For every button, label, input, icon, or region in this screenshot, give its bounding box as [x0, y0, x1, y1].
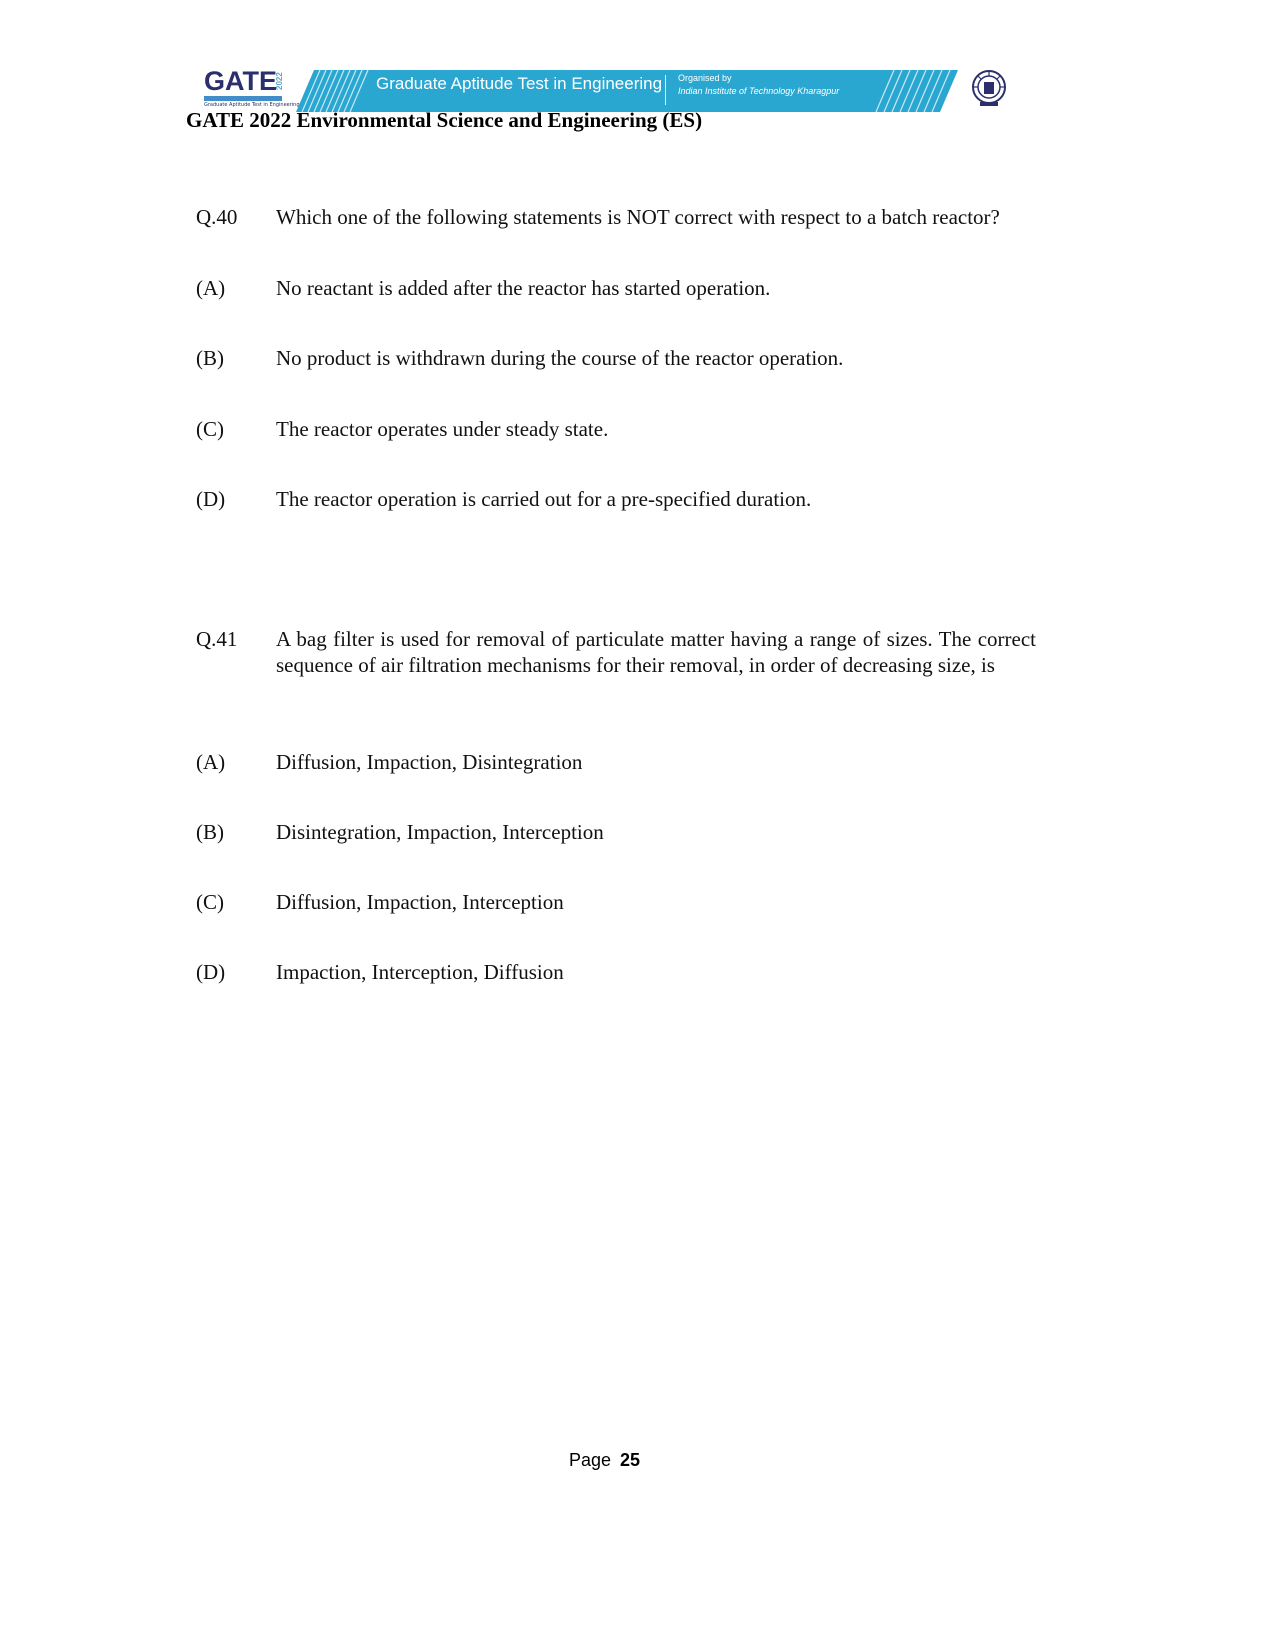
question-number: Q.41 [196, 627, 238, 651]
organiser-name: Indian Institute of Technology Kharagpur [678, 86, 840, 96]
option-text: The reactor operates under steady state. [276, 417, 609, 441]
header-banner [200, 66, 1060, 112]
option-text: Diffusion, Impaction, Interception [276, 890, 564, 914]
option-label: (A) [196, 750, 226, 774]
question-number: Q.40 [196, 205, 238, 229]
logo-strip [204, 96, 282, 101]
option-text: Disintegration, Impaction, Interception [276, 820, 604, 844]
logo-word: GATE [204, 66, 277, 96]
option-text: No product is withdrawn during the course of the reactor operation. [276, 346, 844, 370]
option-label: (B) [196, 346, 224, 370]
page-number: 25 [620, 1450, 641, 1470]
exam-title: GATE 2022 Environmental Science and Engineering (ES) [186, 108, 703, 132]
option-label: (C) [196, 890, 224, 914]
option-label: (D) [196, 960, 226, 984]
option-text: The reactor operation is carried out for a pre-specified duration. [276, 487, 812, 511]
option-label: (A) [196, 276, 226, 300]
page-label: Page [568, 1450, 611, 1470]
banner-title: Graduate Aptitude Test in Engineering [376, 74, 663, 93]
option-label: (D) [196, 487, 226, 511]
question-text: A bag filter is used for removal of particulate matter having a range of sizes. The correct sequence of air filtration mechanisms for their removal, in order of decreasing size, is [276, 627, 1036, 677]
option-text: Impaction, Interception, Diffusion [276, 960, 564, 984]
logo-subtitle: Graduate Aptitude Test in Engineering [204, 102, 300, 108]
option-text: Diffusion, Impaction, Disintegration [276, 750, 583, 774]
banner-divider [665, 75, 666, 105]
option-label: (B) [196, 820, 224, 844]
logo-year: 2022 [275, 72, 284, 90]
option-text: No reactant is added after the reactor has started operation. [276, 276, 771, 300]
option-label: (C) [196, 417, 224, 441]
page-footer [0, 1450, 1209, 1471]
gate-logo [200, 66, 300, 112]
iit-emblem-icon [970, 68, 1008, 108]
question-text: Which one of the following statements is NOT correct with respect to a batch reactor? [276, 205, 1000, 229]
organised-by-label: Organised by [678, 73, 732, 83]
